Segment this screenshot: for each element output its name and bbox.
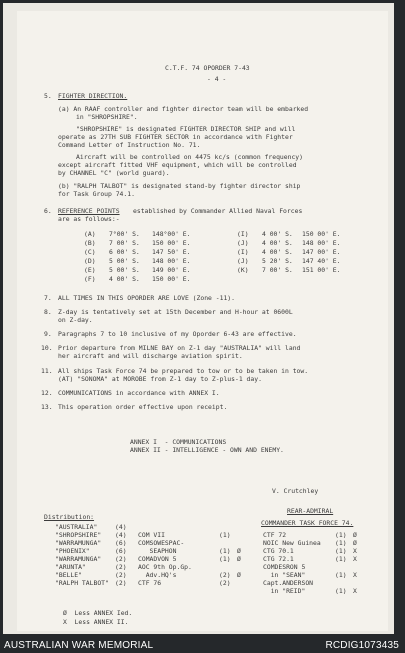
distribution-count: (2)	[219, 571, 231, 579]
distribution-count: (6)	[115, 547, 127, 555]
ref-point-lon: 150 00' E.	[302, 230, 341, 238]
distribution-entry: in "SEAN"	[263, 571, 306, 579]
distribution-mark: X	[353, 571, 357, 579]
distribution-entry: COMADVON 5	[138, 555, 177, 563]
text-line: (a) An RAAF controller and fighter director team will be embarked	[58, 105, 309, 113]
distribution-entry: "WARRAMUNGA"	[55, 539, 102, 547]
distribution-mark: X	[353, 587, 357, 595]
paragraph-number: 9.	[44, 330, 52, 338]
text-line: for Task Group 74.1.	[58, 190, 135, 198]
ref-point-lat: 4 00' S.	[262, 248, 293, 256]
distribution-entry: CTF 76	[138, 579, 162, 587]
distribution-count: (1)	[219, 555, 231, 563]
ref-point-lon: 151 00' E.	[302, 266, 341, 274]
distribution-mark: Ø	[237, 555, 241, 563]
distribution-mark: X	[353, 555, 357, 563]
text-line: on Z-day.	[58, 316, 93, 324]
distribution-count: (2)	[115, 579, 127, 587]
ref-point-label: (E)	[84, 266, 96, 274]
distribution-count: (2)	[115, 563, 127, 571]
distribution-entry: CTG 70.1	[263, 547, 294, 555]
ref-point-lat: 4 00' S.	[262, 239, 293, 247]
distribution-count: (1)	[335, 547, 347, 555]
distribution-entry: Adv.HQ's	[138, 571, 177, 579]
ref-point-lat: 5 00' S.	[109, 266, 140, 274]
text-line: by CHANNEL "C" (world guard).	[58, 169, 170, 177]
ref-point-lat: 4 00' S.	[262, 230, 293, 238]
text-line: Command Letter of Instruction No. 71.	[58, 141, 201, 149]
ref-point-label: (A)	[84, 230, 96, 238]
text-line: ALL TIMES IN THIS OPORDER ARE LOVE (Zone -11).	[58, 294, 235, 302]
paragraph-number: 10.	[41, 344, 53, 352]
distribution-count: (4)	[115, 523, 127, 531]
distribution-count: (1)	[335, 587, 347, 595]
distribution-count: (1)	[335, 539, 347, 547]
distribution-entry: in "REID"	[263, 587, 306, 595]
ref-point-lon: 148°00' E.	[152, 230, 191, 238]
distribution-entry: Capt.ANDERSON	[263, 579, 314, 587]
distribution-mark: Ø	[237, 571, 241, 579]
text-line: except aircraft fitted VHF equipment, which will be controlled	[58, 161, 297, 169]
distribution-entry: NOIC New Guinea	[263, 539, 321, 547]
distribution-entry: COMDESRON 5	[263, 563, 306, 571]
distribution-mark: Ø	[353, 539, 357, 547]
distribution-count: (2)	[115, 571, 127, 579]
distribution-count: (1)	[219, 531, 231, 539]
ref-point-label: (K)	[237, 266, 249, 274]
ref-point-lat: 4 00' S.	[109, 275, 140, 283]
ref-point-label: (J)	[237, 257, 249, 265]
distribution-count: (4)	[115, 531, 127, 539]
text-line: established by Commander Allied Naval Forces	[133, 207, 303, 215]
section-heading: REFERENCE POINTS	[58, 207, 120, 215]
ref-point-label: (I)	[237, 248, 249, 256]
ref-point-lon: 147 00' E.	[302, 248, 341, 256]
distribution-mark: Ø	[353, 531, 357, 539]
text-line: COMMUNICATIONS in accordance with ANNEX I.	[58, 389, 220, 397]
text-line: This operation order effective upon receipt.	[58, 403, 228, 411]
ref-point-label: (I)	[237, 230, 249, 238]
order-title: C.T.F. 74 OPORDER 7-43	[165, 64, 250, 72]
distribution-heading: Distribution:	[44, 513, 95, 521]
ref-point-label: (J)	[237, 239, 249, 247]
ref-point-lon: 147 50' E.	[152, 248, 191, 256]
section-number: 6.	[44, 207, 52, 215]
typed-page	[17, 11, 388, 631]
paragraph-number: 12.	[41, 389, 53, 397]
ref-point-lat: 5 20' S.	[262, 257, 293, 265]
distribution-entry: "BELLE"	[55, 571, 82, 579]
distribution-entry: COMSOWESPAC-	[138, 539, 185, 547]
ref-point-lon: 147 40' E.	[302, 257, 341, 265]
text-line: All ships Task Force 74 be prepared to tow or to be taken in tow.	[58, 367, 309, 375]
ref-point-lat: 7 00' S.	[262, 266, 293, 274]
ref-point-lon: 148 00' E.	[152, 257, 191, 265]
text-line: (AT) "SONOMA" at MOROBE from Z-1 day to Z-plus-1 day.	[58, 375, 262, 383]
distribution-entry: COM VII	[138, 531, 165, 539]
ref-point-label: (C)	[84, 248, 96, 256]
distribution-count: (2)	[219, 579, 231, 587]
distribution-mark: Ø	[237, 547, 241, 555]
distribution-entry: "ARUNTA"	[55, 563, 86, 571]
section-number: 5.	[44, 92, 52, 100]
annex-line: ANNEX II - INTELLIGENCE - OWN AND ENEMY.	[130, 446, 284, 454]
paragraph-number: 8.	[44, 308, 52, 316]
text-line: Paragraphs 7 to 10 inclusive of my Oporder 6-43 are effective.	[58, 330, 297, 338]
ref-point-label: (F)	[84, 275, 96, 283]
signature-name: V. Crutchley	[272, 487, 319, 495]
distribution-entry: CTF 72	[263, 531, 287, 539]
text-line: operate as 27TH SUB FIGHTER SECTOR in accordance with Fighter	[58, 133, 293, 141]
text-line: Aircraft will be controlled on 4475 kc/s (common frequency)	[76, 153, 304, 161]
text-line: her aircraft and will discharge aviation spirit.	[58, 352, 243, 360]
ref-point-label: (D)	[84, 257, 96, 265]
page-number: - 4 -	[207, 75, 227, 83]
ref-point-label: (B)	[84, 239, 96, 247]
signature-title: COMMANDER TASK FORCE 74.	[261, 519, 354, 527]
ref-point-lat: 7°00' S.	[109, 230, 140, 238]
ref-point-lat: 6 00' S.	[109, 248, 140, 256]
ref-point-lon: 149 00' E.	[152, 266, 191, 274]
annex-line: ANNEX I - COMMUNICATIONS	[130, 438, 227, 446]
distribution-count: (1)	[335, 555, 347, 563]
text-line: in "SHROPSHIRE".	[76, 113, 138, 121]
paragraph-number: 7.	[44, 294, 52, 302]
document-sheet	[3, 3, 394, 634]
text-line: "SHROPSHIRE" is designated FIGHTER DIRECTOR SHIP and will	[76, 125, 296, 133]
section-heading: FIGHTER DIRECTION.	[58, 92, 128, 100]
distribution-count: (1)	[219, 547, 231, 555]
text-line: Prior departure from MILNE BAY on Z-1 day "AUSTRALIA" will land	[58, 344, 301, 352]
distribution-count: (1)	[335, 571, 347, 579]
distribution-entry: "AUSTRALIA"	[55, 523, 98, 531]
ref-point-lat: 7 00' S.	[109, 239, 140, 247]
distribution-count: (1)	[335, 531, 347, 539]
archive-footer-bar	[0, 637, 405, 653]
footer-source: AUSTRALIAN WAR MEMORIAL	[4, 640, 154, 651]
ref-point-lon: 150 00' E.	[152, 275, 191, 283]
distribution-mark: X	[353, 547, 357, 555]
paragraph-number: 13.	[41, 403, 53, 411]
distribution-legend: Ø Less ANNEX Ied.	[63, 609, 133, 617]
distribution-legend: X Less ANNEX II.	[63, 618, 129, 626]
paragraph-number: 11.	[41, 367, 53, 375]
ref-point-lon: 148 00' E.	[302, 239, 341, 247]
footer-reference: RCDIG1073435	[325, 640, 399, 651]
distribution-entry: "RALPH TALBOT"	[55, 579, 109, 587]
distribution-entry: CTG 72.1	[263, 555, 294, 563]
signature-rank: REAR-ADMIRAL	[287, 507, 334, 515]
distribution-count: (6)	[115, 539, 127, 547]
ref-point-lat: 5 00' S.	[109, 257, 140, 265]
ref-point-lon: 150 00' E.	[152, 239, 191, 247]
distribution-entry: AOC 9th Op.Gp.	[138, 563, 192, 571]
distribution-entry: SEAPHON	[138, 547, 177, 555]
text-line: are as follows:-	[58, 215, 120, 223]
distribution-entry: "SHROPSHIRE"	[55, 531, 102, 539]
distribution-entry: "WARRAMUNGA"	[55, 555, 102, 563]
distribution-entry: "PHOENIX"	[55, 547, 90, 555]
text-line: Z-day is tentatively set at 15th December and H-hour at 0600L	[58, 308, 293, 316]
text-line: (b) "RALPH TALBOT" is designated stand-by fighter director ship	[58, 182, 301, 190]
distribution-count: (2)	[115, 555, 127, 563]
